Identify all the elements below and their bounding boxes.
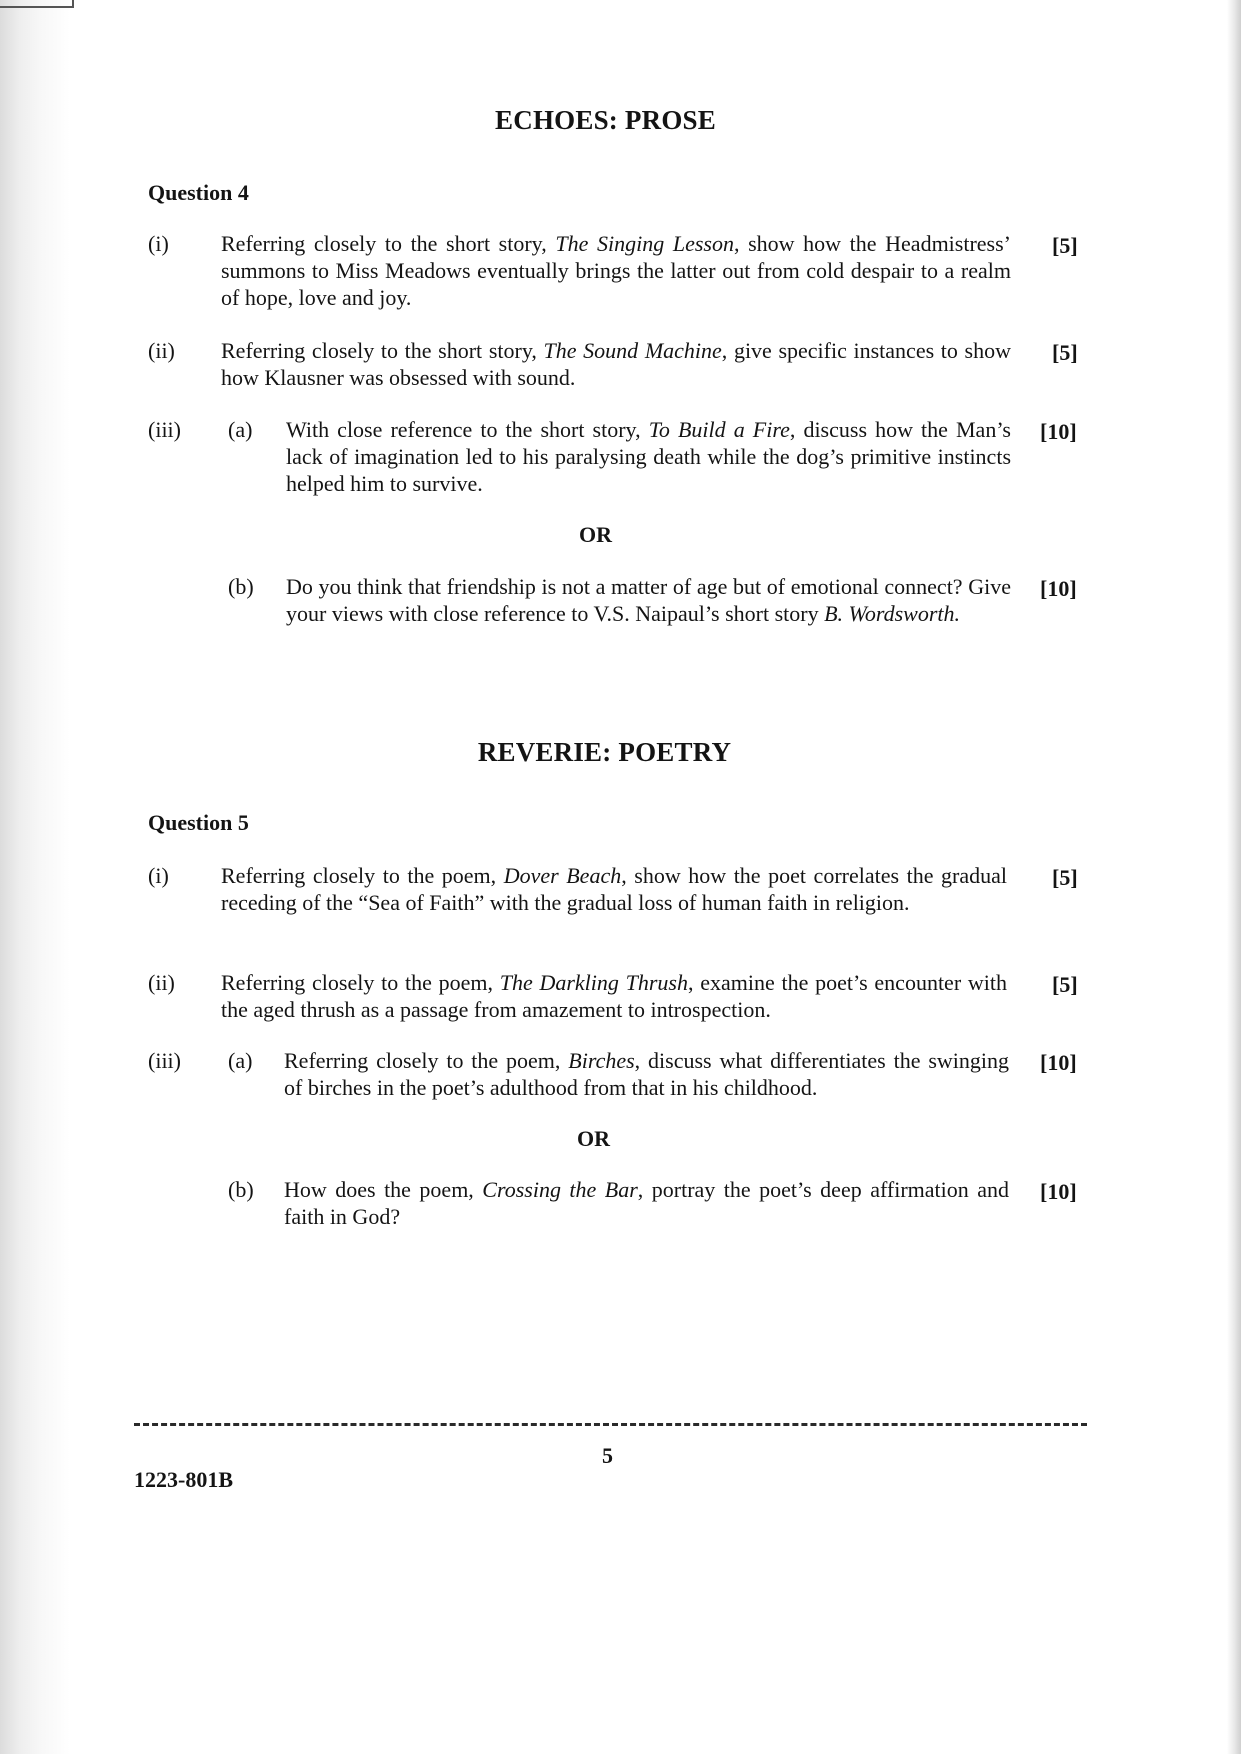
item-marks: [10] bbox=[1040, 576, 1077, 601]
item-number: (iii) bbox=[148, 417, 181, 442]
or-divider: OR bbox=[579, 522, 612, 547]
item-number: (i) bbox=[148, 231, 169, 256]
item-sub-label: (a) bbox=[228, 1048, 253, 1073]
or-divider: OR bbox=[577, 1126, 610, 1151]
scan-shadow-left bbox=[0, 0, 70, 1754]
paper-code: 1223-801B bbox=[134, 1467, 233, 1492]
item-text: Referring closely to the short story, The Singing Lesson, show how the Headmistress’ summons to Miss Meadows eventually brings the latter out from cold despair to a realm of hope, love and joy. bbox=[221, 231, 1012, 310]
item-text: Referring closely to the poem, Birches, discuss what differentiates the swinging of birches in the poet’s adulthood from that in his childhood. bbox=[284, 1048, 1009, 1100]
item-marks: [5] bbox=[1052, 865, 1078, 890]
footer-rule bbox=[134, 1423, 1087, 1426]
section-title-poetry: REVERIE: POETRY bbox=[477, 737, 732, 767]
question-4-label: Question 4 bbox=[148, 180, 249, 205]
item-number: (iii) bbox=[148, 1048, 181, 1073]
item-number: (ii) bbox=[148, 338, 175, 363]
item-text: How does the poem, Crossing the Bar, portray the poet’s deep affirmation and faith in God? bbox=[284, 1177, 1010, 1229]
item-text: Referring closely to the poem, The Darkling Thrush, examine the poet’s encounter with the aged thrush as a passage from amazement to introspection. bbox=[221, 970, 1008, 1022]
item-marks: [10] bbox=[1040, 1050, 1077, 1075]
scan-shadow-right bbox=[1227, 0, 1241, 1754]
item-text: Referring closely to the poem, Dover Beach, show how the poet correlates the gradual receding of the “Sea of Faith” with the gradual loss of human faith in religion. bbox=[221, 863, 1007, 915]
item-marks: [5] bbox=[1052, 972, 1078, 997]
item-sub-label: (a) bbox=[228, 417, 253, 442]
item-text: Do you think that friendship is not a matter of age but of emotional connect? Give your views with close reference to V.S. Naipaul’s short story B. Wordsworth. bbox=[286, 574, 1011, 626]
item-sub-label: (b) bbox=[228, 1177, 254, 1202]
question-5-label: Question 5 bbox=[148, 810, 249, 835]
item-text: With close reference to the short story, To Build a Fire, discuss how the Man’s lack of imagination led to his paralysing death while the dog’s primitive instincts helped him to survive. bbox=[286, 417, 1011, 496]
scan-corner-mark bbox=[0, 0, 74, 8]
page-number: 5 bbox=[602, 1443, 613, 1468]
item-marks: [10] bbox=[1040, 1179, 1077, 1204]
section-title-prose: ECHOES: PROSE bbox=[495, 105, 716, 135]
item-text: Referring closely to the short story, The Sound Machine, give specific instances to show how Klausner was obsessed with sound. bbox=[221, 338, 1011, 390]
item-marks: [5] bbox=[1052, 340, 1078, 365]
item-marks: [10] bbox=[1040, 419, 1077, 444]
item-number: (ii) bbox=[148, 970, 175, 995]
item-sub-label: (b) bbox=[228, 574, 254, 599]
item-marks: [5] bbox=[1052, 233, 1078, 258]
item-number: (i) bbox=[148, 863, 169, 888]
